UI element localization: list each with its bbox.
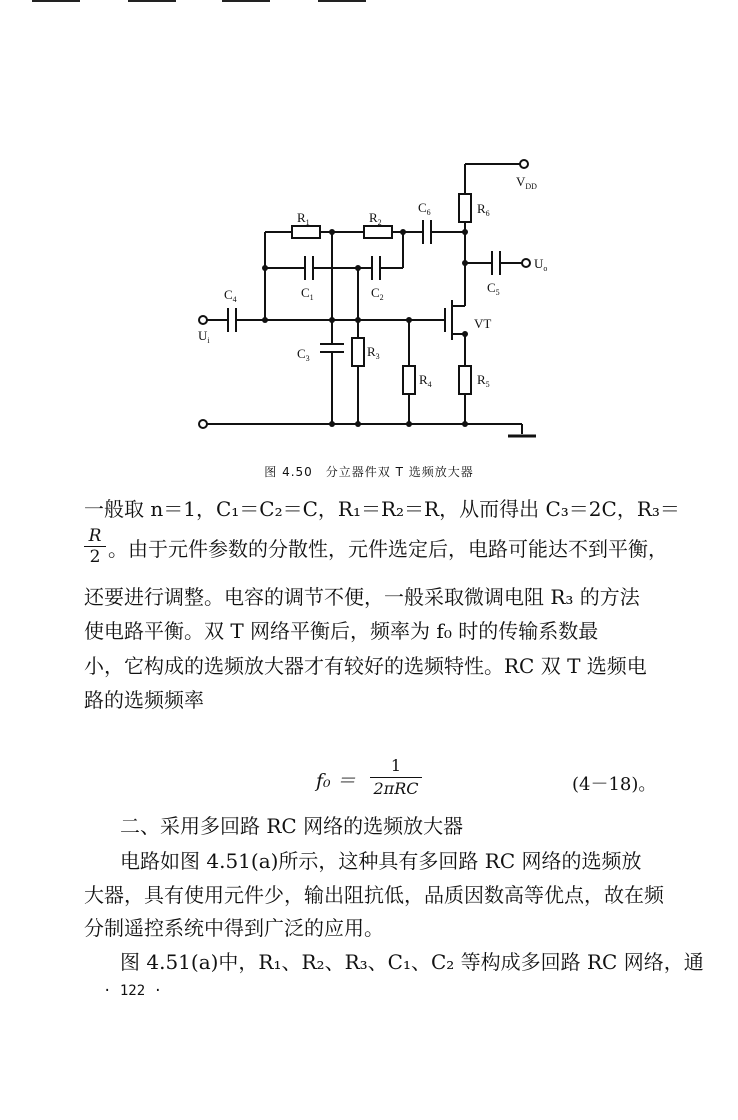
label-r2: $R_2$ <box>369 210 382 227</box>
page-number: · 122 · <box>103 983 163 999</box>
vdd-terminal <box>520 160 528 168</box>
fraction-r-over-2 <box>84 526 106 567</box>
resistor-r1 <box>292 226 320 238</box>
label-r4: $R_4$ <box>419 372 432 389</box>
para1-line5: 小，它构成的选频放大器才有较好的选频特性。RC 双 T 选频电 <box>84 654 647 678</box>
resistor-r2 <box>364 226 392 238</box>
circuit-diagram <box>0 0 738 470</box>
junction-dots <box>262 229 468 427</box>
label-c4: $C_4$ <box>224 287 237 304</box>
label-c3: $C_3$ <box>297 346 310 363</box>
formula-lhs: f₀ ＝ <box>316 770 356 792</box>
resistor-r5 <box>459 366 471 394</box>
para1-line3: 还要进行调整。电容的调节不便，一般采取微调电阻 R₃ 的方法 <box>84 585 640 609</box>
ground-terminal <box>199 420 207 428</box>
section-heading: 二、采用多回路 RC 网络的选频放大器 <box>120 814 464 838</box>
para2-line2: 大器，具有使用元件少，输出阻抗低，品质因数高等优点，故在频 <box>84 883 664 907</box>
label-r6: $R_6$ <box>477 201 490 218</box>
label-r1: $R_1$ <box>297 210 310 227</box>
formula-fraction <box>370 755 422 800</box>
label-vdd: $V_{DD}$ <box>516 174 537 191</box>
label-c1: $C_1$ <box>301 285 314 302</box>
label-c2: $C_2$ <box>371 285 384 302</box>
label-c6: $C_6$ <box>418 200 431 217</box>
resistor-r6 <box>459 194 471 222</box>
input-terminal <box>199 316 207 324</box>
label-c5: $C_5$ <box>487 280 500 297</box>
para3-line1: 图 4.51(a)中，R₁、R₂、R₃、C₁、C₂ 等构成多回路 RC 网络，通 <box>120 950 704 974</box>
fraction-denominator: 2 <box>89 547 101 567</box>
para2-line1: 电路如图 4.51(a)所示，这种具有多回路 RC 网络的选频放 <box>120 849 642 873</box>
para1-line6: 路的选频频率 <box>84 688 204 712</box>
figure-caption: 图 4.50 分立器件双 T 选频放大器 <box>264 465 474 479</box>
equation-number: (4－18)。 <box>572 774 657 795</box>
para2-line3: 分制遥控系统中得到广泛的应用。 <box>84 916 384 940</box>
resistor-r3 <box>352 338 364 366</box>
label-r5: $R_5$ <box>477 372 490 389</box>
para1-line2: 。由于元件参数的分散性，元件选定后，电路可能达不到平衡， <box>108 537 668 561</box>
resistor-r4 <box>403 366 415 394</box>
fraction-numerator: R <box>84 526 106 547</box>
label-ui: $U_i$ <box>198 328 210 345</box>
label-vt: VT <box>474 316 492 331</box>
label-r3: $R_3$ <box>367 344 380 361</box>
label-uo: $U_o$ <box>534 256 548 273</box>
output-terminal <box>522 259 530 267</box>
para1-line1: 一般取 n＝1，C₁＝C₂＝C，R₁＝R₂＝R，从而得出 C₃＝2C，R₃＝ <box>84 497 680 521</box>
para1-line4: 使电路平衡。双 T 网络平衡后，频率为 f₀ 时的传输系数最 <box>84 619 599 643</box>
formula-numerator: 1 <box>370 755 422 778</box>
formula-denominator: 2πRC <box>373 779 419 798</box>
